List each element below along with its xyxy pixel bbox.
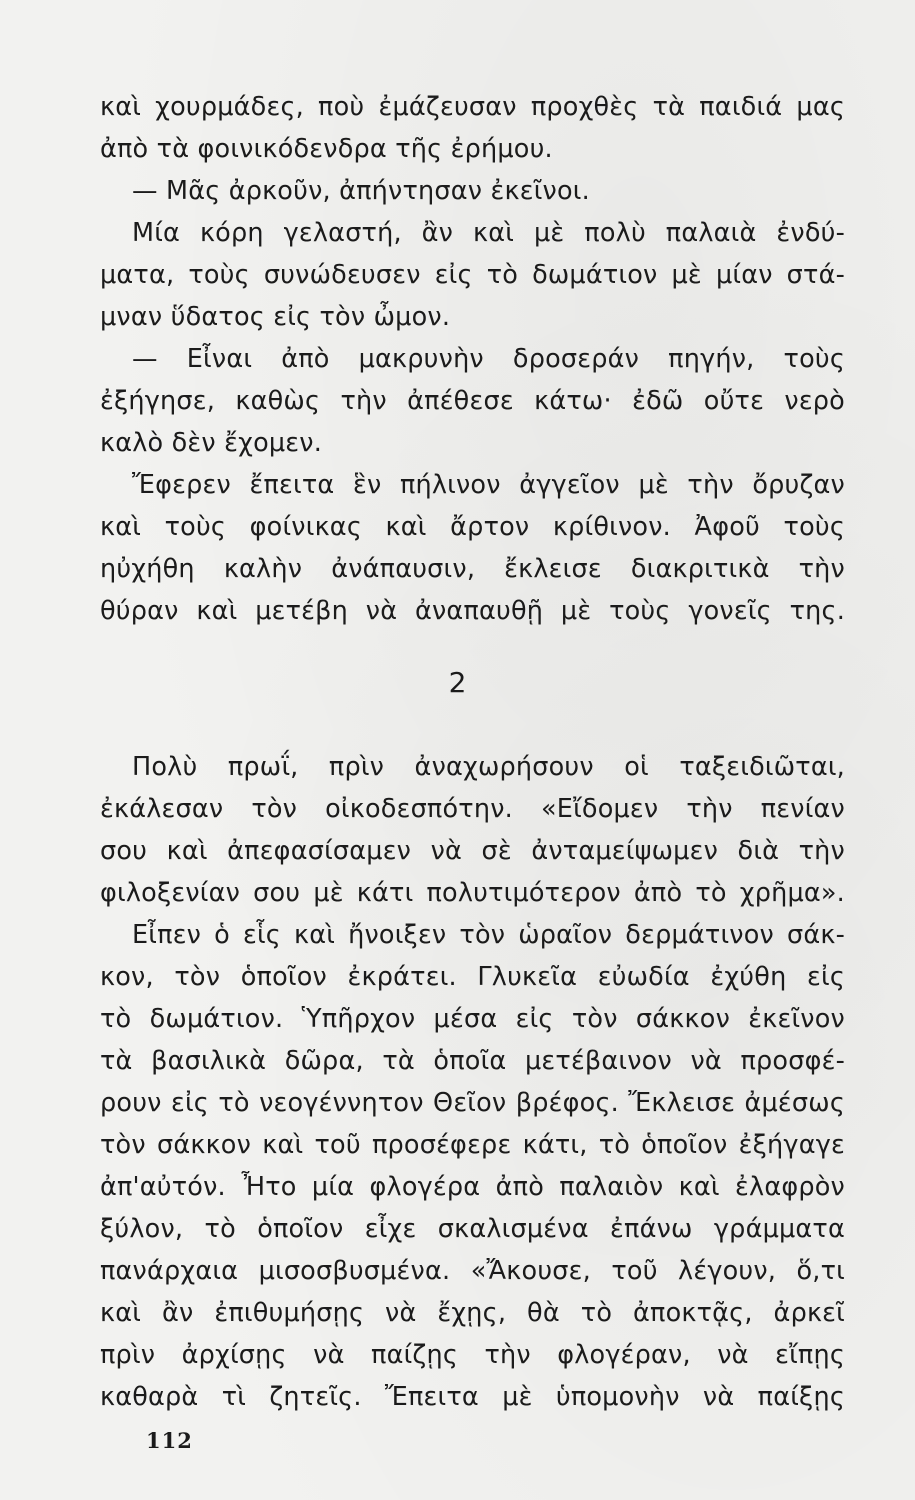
text-line: φιλοξενίαν σου μὲ κάτι πολυτιμότερον ἀπὸ τὸ χρῆμα». [100, 878, 845, 908]
text-line: καθαρὰ τὶ ζητεῖς. Ἔπειτα μὲ ὑπομονὴν νὰ παίξῃς [100, 1382, 845, 1412]
text-line: — Εἶναι ἀπὸ μακρυνὴν δροσεράν πηγήν, τοὺς [132, 344, 845, 374]
text-line: ηὐχήθη καλὴν ἀνάπαυσιν, ἔκλεισε διακριτικὰ τὴν [100, 554, 845, 584]
text-line: ἀπ'αὐτόν. Ἦτο μία φλογέρα ἀπὸ παλαιὸν καὶ ἐλαφρὸν [100, 1172, 845, 1202]
text-block-continuation [100, 86, 845, 632]
text-line: ἐκάλεσαν τὸν οἰκοδεσπότην. «Εἴδομεν τὴν πενίαν [100, 794, 845, 824]
text-line: ρουν εἰς τὸ νεογέννητον Θεῖον βρέφος. Ἔκλεισε ἀμέσως [100, 1088, 845, 1118]
text-line: ξύλον, τὸ ὁποῖον εἶχε σκαλισμένα ἐπάνω γράμματα [100, 1214, 845, 1244]
text-line: Πολὺ πρωΐ, πρὶν ἀναχωρήσουν οἱ ταξειδιῶται, [132, 752, 845, 782]
text-line: τὸ δωμάτιον. Ὑπῆρχον μέσα εἰς τὸν σάκκον ἐκεῖνον [100, 1004, 845, 1034]
text-line: σου καὶ ἀπεφασίσαμεν νὰ σὲ ἀνταμείψωμεν διὰ τὴν [100, 836, 845, 866]
text-line: τὰ βασιλικὰ δῶρα, τὰ ὁποῖα μετέβαινον νὰ προσφέ- [100, 1046, 845, 1076]
page-number: 112 [146, 1428, 193, 1453]
text-line: κον, τὸν ὁποῖον ἐκράτει. Γλυκεῖα εὐωδία ἐχύθη εἰς [100, 962, 845, 992]
text-line: καλὸ δὲν ἔχομεν. [100, 428, 323, 458]
text-line: Εἶπεν ὁ εἷς καὶ ἤνοιξεν τὸν ὡραῖον δερμάτινον σάκ- [132, 920, 845, 950]
text-line: καὶ τοὺς φοίνικας καὶ ἄρτον κρίθινον. Ἀφοῦ τοὺς [100, 512, 845, 542]
text-line: καὶ χουρμάδες, ποὺ ἐμάζευσαν προχθὲς τὰ παιδιά μας [100, 92, 845, 122]
text-line: πρὶν ἀρχίσῃς νὰ παίζῃς τὴν φλογέραν, νὰ εἴπῃς [100, 1340, 845, 1370]
text-line: τὸν σάκκον καὶ τοῦ προσέφερε κάτι, τὸ ὁποῖον ἐξήγαγε [100, 1130, 845, 1160]
text-line: — Μᾶς ἀρκοῦν, ἀπήντησαν ἐκεῖνοι. [132, 176, 590, 206]
text-line: θύραν καὶ μετέβη νὰ ἀναπαυθῇ μὲ τοὺς γονεῖς της. [100, 596, 845, 626]
text-line: πανάρχαια μισοσβυσμένα. «Ἄκουσε, τοῦ λέγουν, ὅ,τι [100, 1256, 845, 1286]
text-line: ἐξήγησε, καθὼς τὴν ἀπέθεσε κάτω· ἐδῶ οὔτε νερὸ [100, 386, 845, 416]
section-number: 2 [448, 666, 467, 699]
text-line: Ἔφερεν ἔπειτα ἓν πήλινον ἀγγεῖον μὲ τὴν ὄρυζαν [132, 470, 845, 500]
text-line: ἀπὸ τὰ φοινικόδενδρα τῆς ἐρήμου. [100, 134, 553, 164]
text-line: μναν ὕδατος εἰς τὸν ὦμον. [100, 302, 451, 332]
text-line: ματα, τοὺς συνώδευσεν εἰς τὸ δωμάτιον μὲ μίαν στά- [100, 260, 845, 290]
text-block-section-2 [100, 746, 845, 1418]
text-line: καὶ ἂν ἐπιθυμήσῃς νὰ ἔχῃς, θὰ τὸ ἀποκτᾷς, ἀρκεῖ [100, 1298, 845, 1328]
text-line: Μία κόρη γελαστή, ἂν καὶ μὲ πολὺ παλαιὰ ἐνδύ- [132, 218, 845, 248]
